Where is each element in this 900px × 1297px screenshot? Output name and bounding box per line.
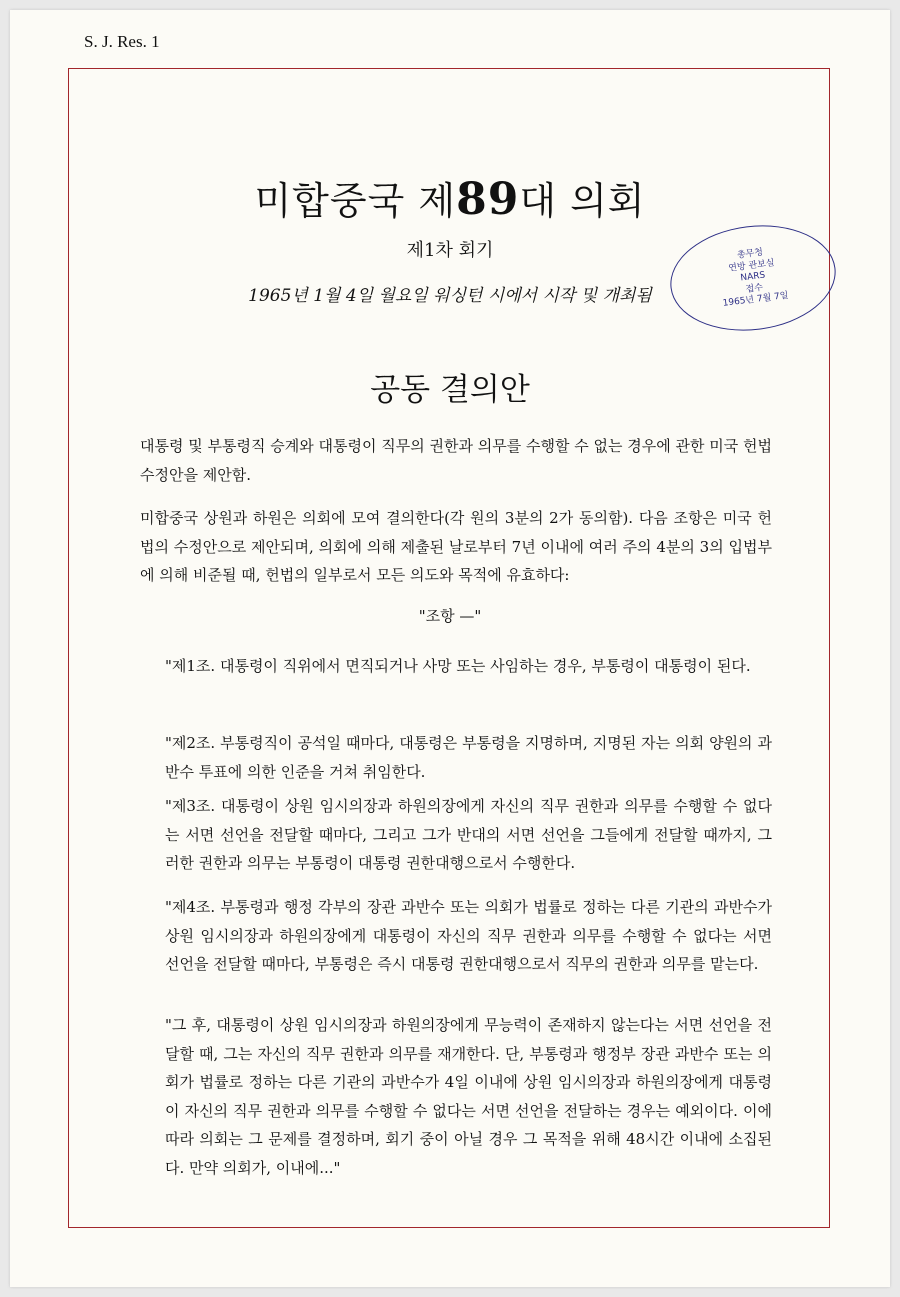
preamble-paragraph: 대통령 및 부통령직 승계와 대통령이 직무의 권한과 의무를 수행할 수 없는 경우에 관한 미국 헌법 수정안을 제안함. [140,437,772,484]
section-3: "제3조. 대통령이 상원 임시의장과 하원의장에게 자신의 직무 권한과 의무를 수행할 수 없다는 서면 선언을 전달할 때마다, 그리고 그가 반대의 서면 선언을 그들에게 전달할 때까지, 그러한 권한과 의무는 부통령이 대통령 권한대행으로서 수행한다. [165,797,772,872]
document-id: S. J. Res. 1 [84,32,160,51]
article-heading: "조항 —" [418,607,482,625]
stamp-line: NARS [739,270,766,284]
congress-number: 89 [456,174,520,225]
document-page [10,10,890,1287]
session-line: 제1차 회기 [406,240,494,261]
congress-title [10,170,890,225]
stamp-line: 총무청 [736,247,764,261]
stamp-line: 1965년 7월 7일 [722,291,790,310]
section-4-continuation: "그 후, 대통령이 상원 임시의장과 하원의장에게 무능력이 존재하지 않는다는 서면 선언을 전달할 때, 그는 자신의 직무 권한과 의무를 재개한다. 단, 부통령과 행정부 장관 과반수 또는 의회가 법률로 정하는 다른 기관의 과반수가 4일 이내에 상원 임시의장과 하원의장에게 대통령이 자신의 직무 권한과 의무를 수행할 수 없다는 서면 선언을 전달하는 경우는 예외이다. 이에 따라 의회는 그 문제를 결정하며, 회기 중이 아닐 경우 그 목적을 위해 48시간 이내에 소집된다. 만약 의회가, 이내에..." [165,1016,772,1177]
resolution-heading: 공동 결의안 [370,372,530,408]
section-1: "제1조. 대통령이 직위에서 면직되거나 사망 또는 사임하는 경우, 부통령이 대통령이 된다. [165,657,751,675]
stamp-line: 접수 [745,282,764,295]
section-2: "제2조. 부통령직이 공석일 때마다, 대통령은 부통령을 지명하며, 지명된 자는 의회 양원의 과반수 투표에 의한 인준을 거쳐 취임한다. [165,734,772,781]
resolving-paragraph: 미합중국 상원과 하원은 의회에 모여 결의한다(각 원의 3분의 2가 동의함). 다음 조항은 미국 헌법의 수정안으로 제안되며, 의회에 의해 제출된 날로부터 7년 이내에 여러 주의 4분의 3의 입법부에 의해 비준될 때, 헌법의 일부로서 모든 의도와 목적에 유효하다: [140,509,772,584]
stamp-line: 연방 관보실 [727,258,776,274]
section-4: "제4조. 부통령과 행정 각부의 장관 과반수 또는 의회가 법률로 정하는 다른 기관의 과반수가 상원 임시의장과 하원의장에게 대통령이 자신의 직무 권한과 의무를 수행할 수 없다는 서면 선언을 전달할 때마다, 부통령은 즉시 대통령 권한대행으로서 직무의 권한과 의무를 맡는다. [165,898,772,973]
title-prefix: 미합중국 제 [254,179,457,223]
convened-line: 1965년 1월 4일 월요일 워싱턴 시에서 시작 및 개최됨 [248,286,652,306]
title-suffix: 대 의회 [519,179,646,223]
